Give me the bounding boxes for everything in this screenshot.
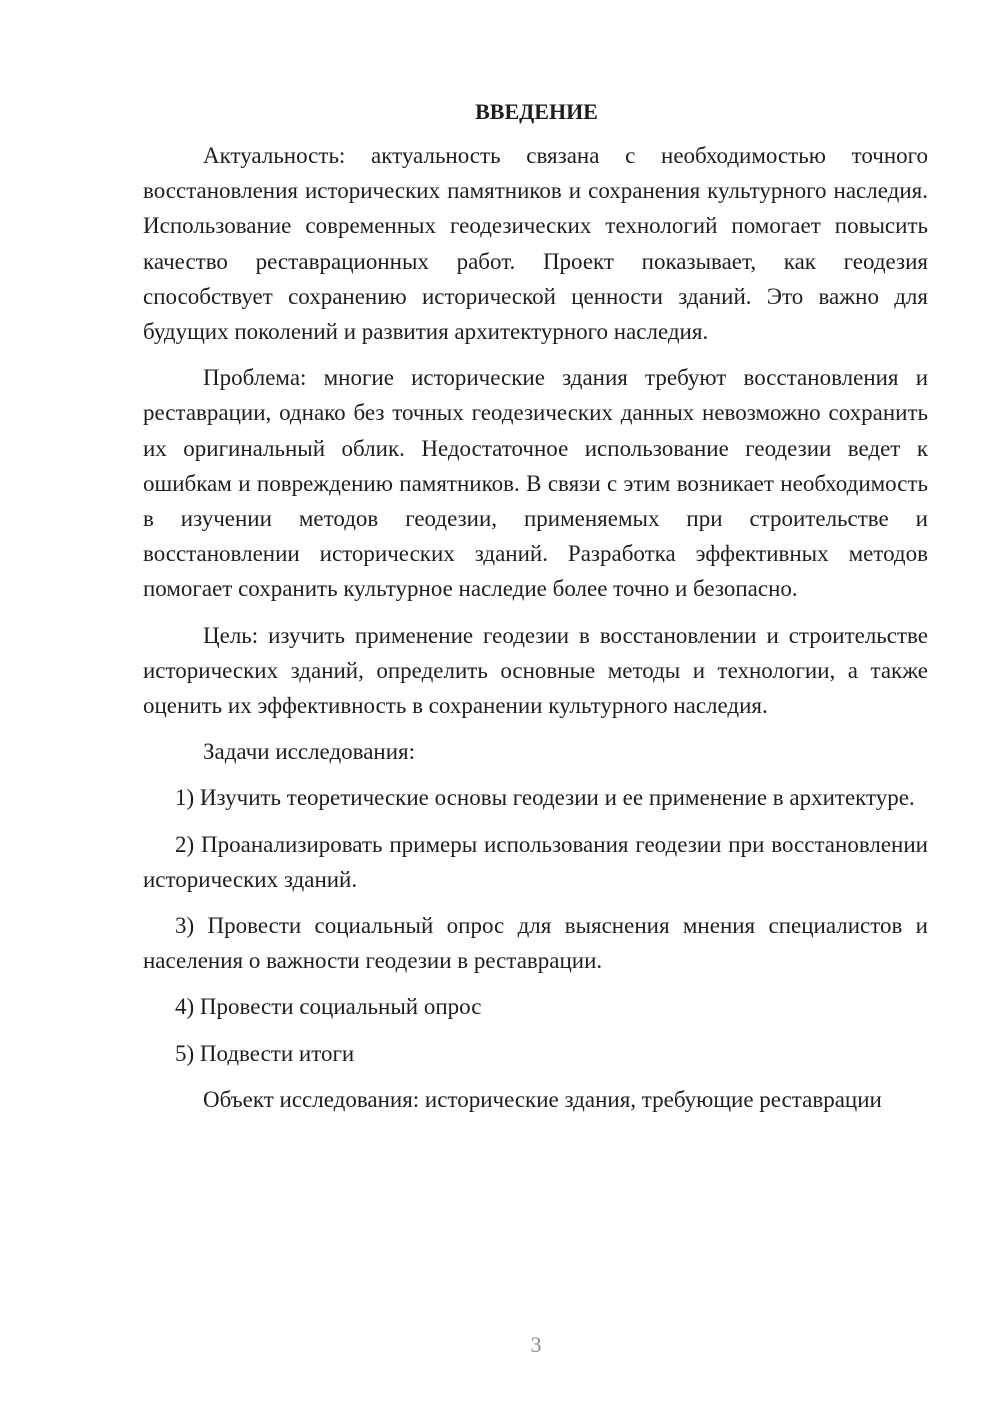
task-item: 2) Проанализировать примеры использования геодезии при восстановлении исторических зданий.: [143, 831, 928, 892]
task-item: 4) Провести социальный опрос: [175, 994, 482, 1020]
task-item: 3) Провести социальный опрос для выяснения мнения специалистов и населения о важности геодезии в реставрации.: [143, 913, 928, 974]
page-number: 3: [530, 1332, 542, 1357]
page-content: [143, 94, 928, 1128]
problem-paragraph: Проблема: многие исторические здания требуют восстановления и реставрации, однако без точных геодезических данных невозможно сохранить их оригинальный облик. Недостаточное использование геодезии ведет к ошибкам и повреждению памятников. В связи с этим возникает необходимость в изучении методов геодезии, применяемых при строительстве и восстановлении исторических зданий. Разработка эффективных методов помогает сохранить культурное наследие более точно и безопасно.: [143, 365, 928, 602]
goal-paragraph: Цель: изучить применение геодезии в восстановлении и строительстве исторических зданий, определить основные методы и технологии, а также оценить их эффективность в сохранении культурного наследия.: [143, 622, 928, 719]
task-item: 1) Изучить теоретические основы геодезии и ее применение в архитектуре.: [175, 785, 915, 811]
relevance-paragraph: Актуальность: актуальность связана с необходимостью точного восстановления исторических памятников и сохранения культурного наследия. Использование современных геодезических технологий помогает повысить качество реставрационных работ. Проект показывает, как геодезия способствует сохранению исторической ценности зданий. Это важно для будущих поколений и развития архитектурного наследия.: [143, 143, 928, 345]
task-item: 5) Подвести итоги: [175, 1040, 355, 1066]
section-heading: ВВЕДЕНИЕ: [475, 99, 598, 124]
tasks-heading: Задачи исследования:: [203, 739, 416, 765]
object-paragraph: Объект исследования: исторические здания, требующие реставрации: [203, 1086, 882, 1112]
